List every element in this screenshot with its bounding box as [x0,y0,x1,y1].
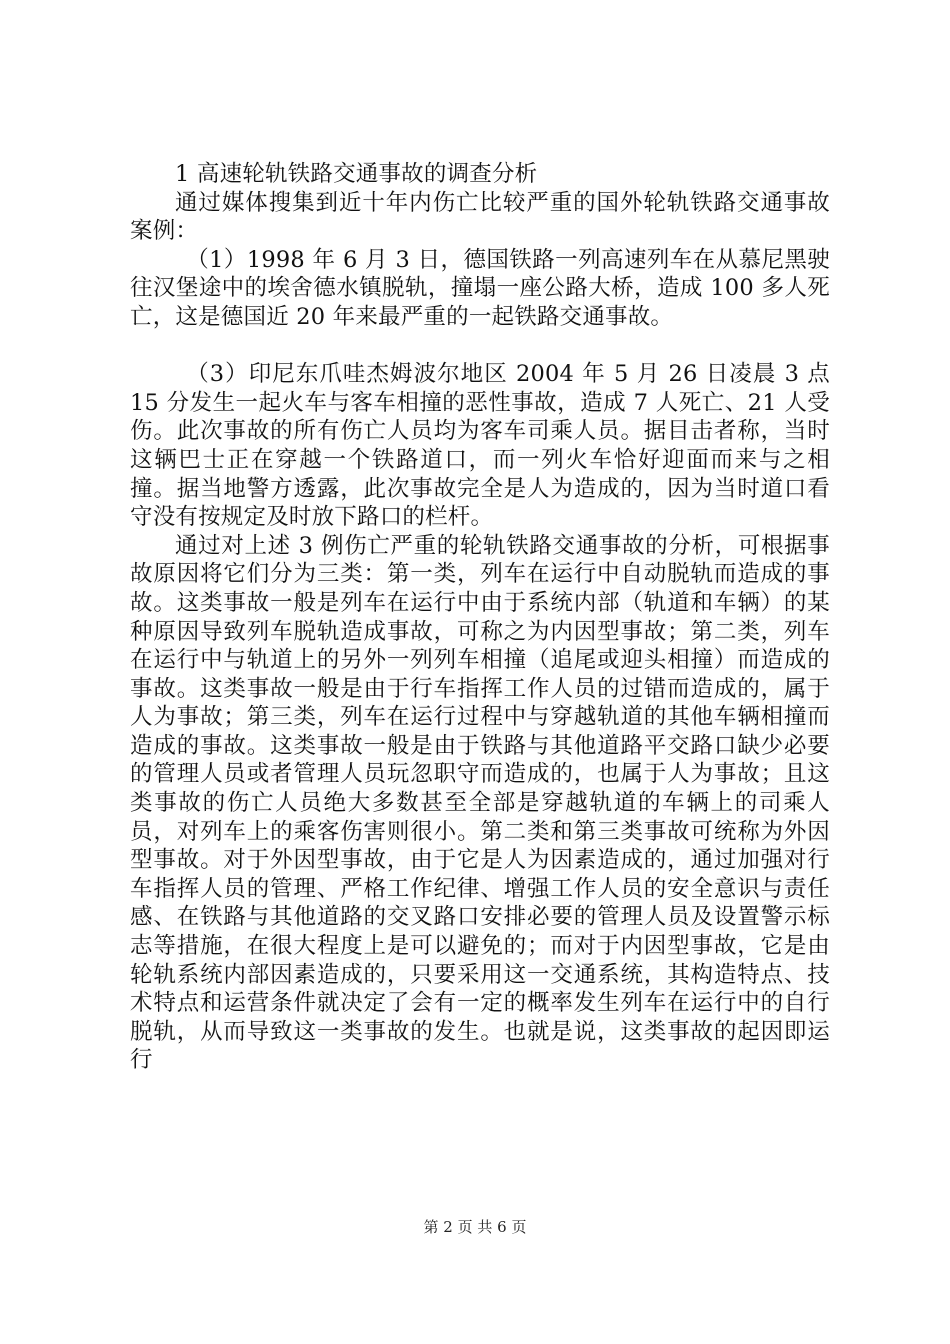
page-footer: 第 2 页 共 6 页 [423,1218,527,1236]
section-heading: 1 高速轮轨铁路交通事故的调查分析 [175,161,538,187]
blank-line [130,332,830,361]
document-body [130,160,830,1075]
intro-paragraph: 通过媒体搜集到近十年内伤亡比较严重的国外轮轨铁路交通事故案例： [130,189,830,245]
analysis-paragraph: 通过对上述 3 例伤亡严重的轮轨铁路交通事故的分析，可根据事故原因将它们分为三类：第一类，列车在运行中自动脱轨而造成的事故。这类事故一般是列车在运行中由于系统内部（轨道和车辆）的某种原因导致列车脱轨造成事故，可称之为内因型事故；第二类，列车在运行中与轨道上的另外一列列车相撞（追尾或迎头相撞）而造成的事故。这类事故一般是由于行车指挥工作人员的过错而造成的，属于人为事故；第三类，列车在运行过程中与穿越轨道的其他车辆相撞而造成的事故。这类事故一般是由于铁路与其他道路平交路口缺少必要的管理人员或者管理人员玩忽职守而造成的，也属于人为事故；且这类事故的伤亡人员绝大多数甚至全部是穿越轨道的车辆上的司乘人员，对列车上的乘客伤害则很小。第二类和第三类事故可统称为外因型事故。对于外因型事故，由于它是人为因素造成的，通过加强对行车指挥人员的管理、严格工作纪律、增强工作人员的安全意识与责任感、在铁路与其他道路的交叉路口安排必要的管理人员及设置警示标志等措施，在很大程度上是可以避免的；而对于内因型事故，它是由轮轨系统内部因素造成的，只要采用这一交通系统，其构造特点、技术特点和运营条件就决定了会有一定的概率发生列车在运行中的自行脱轨，从而导致这一类事故的发生。也就是说，这类事故的起因即运行 [130,532,830,1074]
case-3-paragraph: （3）印尼东爪哇杰姆波尔地区 2004 年 5 月 26 日凌晨 3 点 15 分发生一起火车与客车相撞的恶性事故，造成 7 人死亡、21 人受伤。此次事故的所有伤亡人员均为客车司乘人员。据目击者称，当时这辆巴士正在穿越一个铁路道口，而一列火车恰好迎面而来与之相撞。据当地警方透露，此次事故完全是人为造成的，因为当时道口看守没有按规定及时放下路口的栏杆。 [130,361,830,531]
case-1-paragraph: （1）1998 年 6 月 3 日，德国铁路一列高速列车在从慕尼黑驶往汉堡途中的埃舍德水镇脱轨，撞塌一座公路大桥，造成 100 多人死亡，这是德国近 20 年来最严重的一起铁路交通事故。 [130,246,830,330]
